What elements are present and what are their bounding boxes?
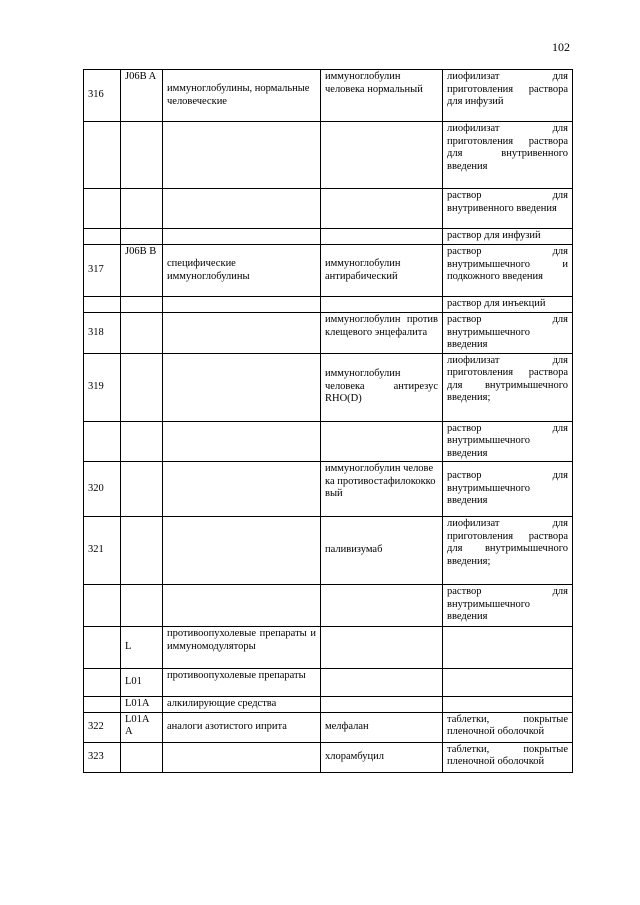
atc-code: J06B B <box>121 245 163 297</box>
drug-name: иммуноглобулин против клещевого энцефалита <box>321 313 443 354</box>
dosage-form: раствор для инфузий <box>443 229 573 245</box>
drug-name: мелфалан <box>321 712 443 742</box>
drug-name <box>321 122 443 189</box>
row-number: 320 <box>84 462 121 517</box>
dosage-form: раствор для внутримышечного введения <box>443 462 573 517</box>
atc-code: L01 <box>121 669 163 697</box>
atc-group <box>163 353 321 421</box>
atc-group <box>163 517 321 585</box>
row-number <box>84 585 121 627</box>
atc-group <box>163 585 321 627</box>
table-row <box>84 70 573 122</box>
table-row <box>84 462 573 517</box>
row-number <box>84 122 121 189</box>
table-row <box>84 585 573 627</box>
atc-group <box>163 229 321 245</box>
dosage-form: таблетки, покрытые пленочной оболочкой <box>443 742 573 772</box>
atc-code: L01A <box>121 697 163 713</box>
row-number <box>84 189 121 229</box>
atc-code <box>121 517 163 585</box>
row-number: 323 <box>84 742 121 772</box>
table-row <box>84 189 573 229</box>
dosage-form <box>443 627 573 669</box>
drug-name <box>321 669 443 697</box>
drug-list-table <box>83 69 573 773</box>
atc-code <box>121 313 163 354</box>
row-number: 316 <box>84 70 121 122</box>
atc-group: противоопухолевые препараты и иммуномодуляторы <box>163 627 321 669</box>
drug-name: иммуноглобулин антирабический <box>321 245 443 297</box>
drug-name <box>321 189 443 229</box>
dosage-form: лиофилизат для приготовления раствора для инфузий <box>443 70 573 122</box>
table-row <box>84 353 573 421</box>
table-row <box>84 517 573 585</box>
atc-code <box>121 189 163 229</box>
row-number <box>84 627 121 669</box>
atc-code <box>121 742 163 772</box>
row-number: 322 <box>84 712 121 742</box>
dosage-form: раствор для внутримышечного и подкожного введения <box>443 245 573 297</box>
table-row <box>84 627 573 669</box>
table-row <box>84 313 573 354</box>
drug-name: иммуноглобулин человека противостафилококковый <box>321 462 443 517</box>
row-number <box>84 669 121 697</box>
drug-name <box>321 421 443 462</box>
dosage-form: таблетки, покрытые пленочной оболочкой <box>443 712 573 742</box>
atc-group <box>163 122 321 189</box>
table-row <box>84 297 573 313</box>
atc-group: аналоги азотистого иприта <box>163 712 321 742</box>
row-number <box>84 297 121 313</box>
table-row <box>84 742 573 772</box>
atc-group <box>163 189 321 229</box>
row-number: 319 <box>84 353 121 421</box>
atc-code <box>121 421 163 462</box>
atc-code <box>121 297 163 313</box>
drug-name: иммуноглобулин человека нормальный <box>321 70 443 122</box>
dosage-form <box>443 669 573 697</box>
atc-code <box>121 353 163 421</box>
drug-name <box>321 627 443 669</box>
drug-name: хлорамбуцил <box>321 742 443 772</box>
atc-code <box>121 462 163 517</box>
atc-group: противоопухолевые препараты <box>163 669 321 697</box>
atc-group <box>163 462 321 517</box>
table-row <box>84 712 573 742</box>
atc-group <box>163 313 321 354</box>
drug-name <box>321 297 443 313</box>
atc-group <box>163 742 321 772</box>
drug-name: иммуноглобулин человека антирезус RHO(D) <box>321 353 443 421</box>
dosage-form: лиофилизат для приготовления раствора для внутримышечного введения; <box>443 353 573 421</box>
row-number: 321 <box>84 517 121 585</box>
drug-name <box>321 229 443 245</box>
atc-code <box>121 122 163 189</box>
table-row <box>84 245 573 297</box>
dosage-form: лиофилизат для приготовления раствора для внутривенного введения <box>443 122 573 189</box>
table-row <box>84 669 573 697</box>
dosage-form: раствор для внутримышечного введения <box>443 313 573 354</box>
table-row <box>84 122 573 189</box>
atc-code: J06B A <box>121 70 163 122</box>
atc-code <box>121 585 163 627</box>
drug-name: паливизумаб <box>321 517 443 585</box>
atc-group: специфические иммуноглобулины <box>163 245 321 297</box>
dosage-form: лиофилизат для приготовления раствора для внутримышечного введения; <box>443 517 573 585</box>
table-row <box>84 421 573 462</box>
row-number <box>84 229 121 245</box>
atc-group: алкилирующие средства <box>163 697 321 713</box>
dosage-form: раствор для внутримышечного введения <box>443 585 573 627</box>
dosage-form: раствор для внутривенного введения <box>443 189 573 229</box>
atc-code: L <box>121 627 163 669</box>
drug-name <box>321 585 443 627</box>
dosage-form: раствор для инъекций <box>443 297 573 313</box>
row-number: 317 <box>84 245 121 297</box>
dosage-form <box>443 697 573 713</box>
atc-group <box>163 297 321 313</box>
row-number <box>84 421 121 462</box>
drug-name <box>321 697 443 713</box>
page-number: 102 <box>552 40 570 54</box>
atc-group: иммуноглобулины, нормальные человеческие <box>163 70 321 122</box>
atc-code <box>121 229 163 245</box>
atc-group <box>163 421 321 462</box>
table-row <box>84 697 573 713</box>
row-number: 318 <box>84 313 121 354</box>
table-row <box>84 229 573 245</box>
row-number <box>84 697 121 713</box>
dosage-form: раствор для внутримышечного введения <box>443 421 573 462</box>
atc-code: L01A A <box>121 712 163 742</box>
